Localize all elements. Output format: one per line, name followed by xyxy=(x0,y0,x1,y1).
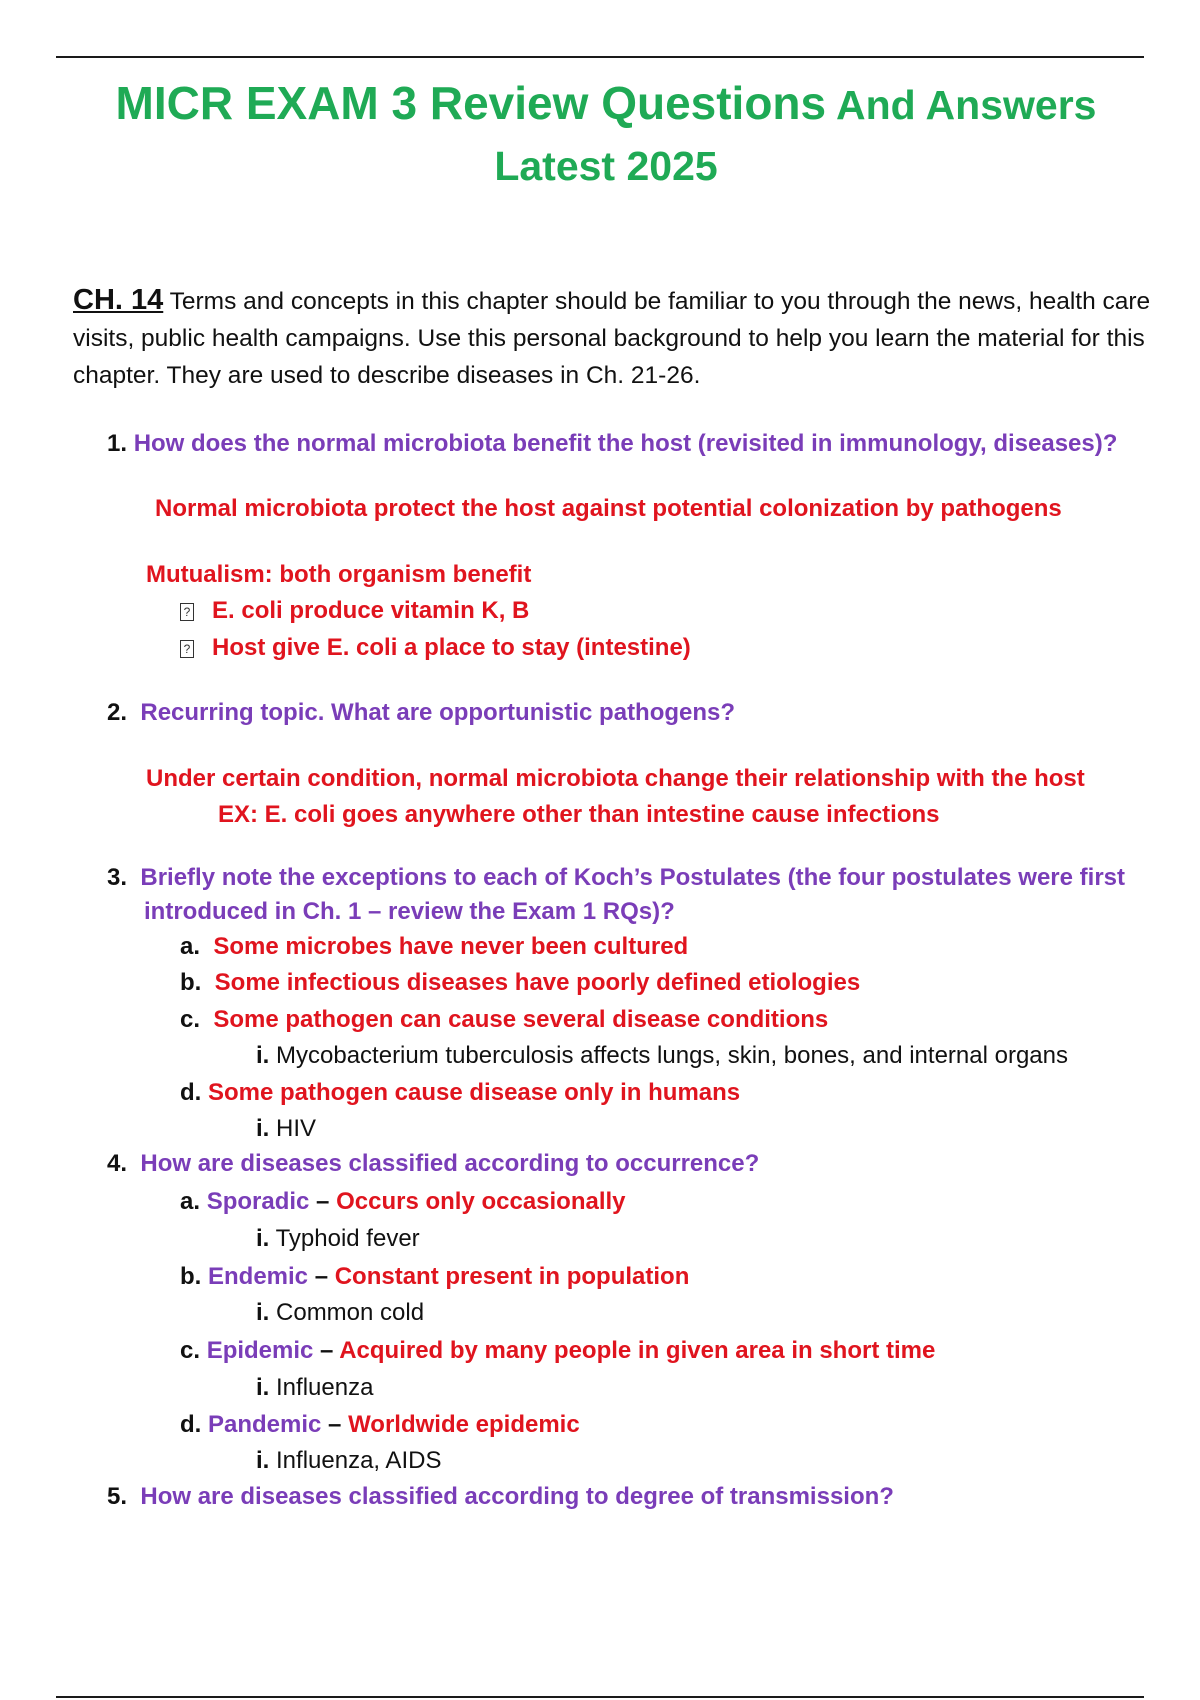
page-subtitle: Latest 2025 xyxy=(494,143,718,189)
sub-item-number: i. xyxy=(256,1299,270,1326)
list-item xyxy=(180,933,688,961)
mutualism-heading: Mutualism: both organism benefit xyxy=(146,561,532,588)
title-main: MICR EXAM 3 Review Questions xyxy=(115,77,827,129)
title-tail: And Answers xyxy=(826,82,1097,128)
item-term: Sporadic xyxy=(206,1188,310,1215)
sub-item-number: i. xyxy=(256,1447,270,1474)
list-item xyxy=(180,1079,740,1107)
list-item xyxy=(180,634,691,662)
item-dash: – xyxy=(309,1188,337,1215)
sub-item-number: i. xyxy=(256,1115,270,1142)
item-term: Epidemic xyxy=(206,1337,314,1364)
sub-item-text: Influenza, AIDS xyxy=(269,1447,442,1474)
list-item-text: Host give E. coli a place to stay (intestine) xyxy=(212,634,691,661)
question-1 xyxy=(107,430,1117,458)
question-number: 1. xyxy=(107,430,128,457)
question-text: How are diseases classified according to occurrence? xyxy=(140,1150,760,1177)
question-number: 2. xyxy=(107,699,128,726)
sub-item-number: i. xyxy=(256,1225,270,1252)
item-letter: b. xyxy=(180,1263,202,1290)
item-letter: b. xyxy=(180,969,202,996)
item-definition: Constant present in population xyxy=(334,1263,690,1290)
top-rule xyxy=(56,56,1144,58)
item-letter: c. xyxy=(180,1337,201,1364)
item-term: Pandemic xyxy=(208,1411,322,1438)
question-text: Recurring topic. What are opportunistic pathogens? xyxy=(140,699,736,726)
item-definition: Acquired by many people in given area in short time xyxy=(339,1337,936,1364)
item-text: Some infectious diseases have poorly defined etiologies xyxy=(214,969,861,996)
chapter-intro-text: Terms and concepts in this chapter should be familiar to you through the news, health care visits, public health campaigns. Use this personal background to help you learn the material for this chapter. They are used to describe diseases in Ch. 21-26. xyxy=(73,288,1151,389)
sub-item-text: Common cold xyxy=(269,1299,425,1326)
item-dash: – xyxy=(308,1263,335,1290)
chapter-intro xyxy=(73,282,1163,394)
item-text: Some pathogen cause disease only in humans xyxy=(208,1079,741,1106)
list-item xyxy=(180,969,860,997)
sub-item-text: Typhoid fever xyxy=(269,1225,420,1252)
list-item xyxy=(180,1337,935,1365)
list-item xyxy=(180,1188,626,1216)
question-3 xyxy=(107,864,1125,892)
item-letter: a. xyxy=(180,1188,201,1215)
answer-1: Normal microbiota protect the host against potential colonization by pathogens xyxy=(155,495,1062,522)
sub-item xyxy=(256,1374,373,1402)
item-letter: d. xyxy=(180,1079,202,1106)
bullet-icon: ? xyxy=(180,603,194,621)
question-5 xyxy=(107,1483,894,1511)
list-item xyxy=(180,1411,580,1439)
sub-item-text: HIV xyxy=(269,1115,317,1142)
question-text: Briefly note the exceptions to each of Koch’s Postulates (the four postulates were first xyxy=(140,864,1125,891)
bottom-rule xyxy=(56,1696,1144,1698)
question-text: How are diseases classified according to degree of transmission? xyxy=(140,1483,894,1510)
item-dash: – xyxy=(321,1411,349,1438)
item-text: Some pathogen can cause several disease conditions xyxy=(213,1006,829,1033)
item-definition: Occurs only occasionally xyxy=(336,1188,626,1215)
chapter-label: CH. 14 xyxy=(73,284,164,316)
item-letter: a. xyxy=(180,933,201,960)
sub-item xyxy=(256,1225,420,1253)
item-letter: d. xyxy=(180,1411,202,1438)
sub-item-text: Influenza xyxy=(269,1374,374,1401)
question-text: How does the normal microbiota benefit the host (revisited in immunology, diseases)? xyxy=(133,430,1118,457)
question-3-continued: introduced in Ch. 1 – review the Exam 1 RQs)? xyxy=(144,898,675,925)
list-item xyxy=(180,1006,828,1034)
item-text: Some microbes have never been cultured xyxy=(213,933,689,960)
item-definition: Worldwide epidemic xyxy=(348,1411,580,1438)
bullet-icon: ? xyxy=(180,640,194,658)
question-2 xyxy=(107,699,735,727)
sub-item xyxy=(256,1299,424,1327)
answer-2: Under certain condition, normal microbiota change their relationship with the host xyxy=(146,765,1085,792)
question-number: 5. xyxy=(107,1483,128,1510)
answer-2-example: EX: E. coli goes anywhere other than intestine cause infections xyxy=(218,801,940,828)
sub-item xyxy=(256,1115,316,1143)
list-item-text: E. coli produce vitamin K, B xyxy=(212,597,530,624)
list-item xyxy=(180,1263,689,1291)
sub-item-text: Mycobacterium tuberculosis affects lungs, skin, bones, and internal organs xyxy=(269,1042,1068,1069)
sub-item-number: i. xyxy=(256,1374,270,1401)
item-letter: c. xyxy=(180,1006,201,1033)
sub-item-number: i. xyxy=(256,1042,270,1069)
page-title xyxy=(56,76,1156,130)
question-number: 3. xyxy=(107,864,128,891)
question-number: 4. xyxy=(107,1150,128,1177)
sub-item xyxy=(256,1447,441,1475)
question-4 xyxy=(107,1150,759,1178)
item-term: Endemic xyxy=(208,1263,309,1290)
sub-item xyxy=(256,1042,1068,1070)
list-item xyxy=(180,597,529,625)
item-dash: – xyxy=(313,1337,340,1364)
